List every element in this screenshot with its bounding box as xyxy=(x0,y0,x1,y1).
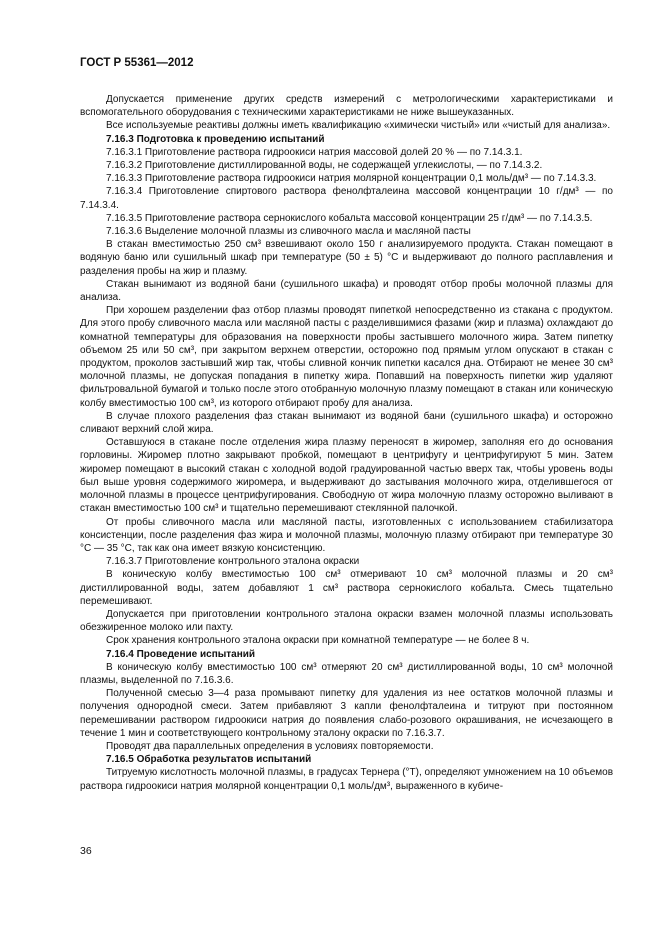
paragraph: 7.16.3.5 Приготовление раствора сернокислого кобальта массовой концентрации 25 г/дм³ — по 7.14.3.5. xyxy=(106,212,593,224)
paragraph: Стакан вынимают из водяной бани (сушильного шкафа) и проводят отбор пробы молочной плазмы для анализа. xyxy=(80,278,613,304)
paragraph: 7.16.3.7 Приготовление контрольного эталона окраски xyxy=(106,556,360,568)
paragraph: От пробы сливочного масла или масляной пасты, изготовленных с использованием стабилизатора консистенции, после разделения фаз жира и молочной плазмы, молочную плазму отбирают при температуре 30 °С — 35 °С, так как она имеет вязкую консистенцию. xyxy=(80,516,613,554)
document-body xyxy=(80,93,613,793)
paragraph: 7.16.3.2 Приготовление дистиллированной воды, не содержащей углекислоты, — по 7.14.3.2. xyxy=(106,160,543,172)
section-heading: 7.16.5 Обработка результатов испытаний xyxy=(106,754,312,766)
paragraph: 7.16.3.3 Приготовление раствора гидроокиси натрия молярной концентрации 0,1 моль/дм³ — по 7.14.3.3. xyxy=(106,173,597,185)
paragraph: Допускается при приготовлении контрольного эталона окраски взамен молочной плазмы использовать обезжиренное молоко или пахту. xyxy=(80,608,613,634)
paragraph: В случае плохого разделения фаз стакан вынимают из водяной бани (сушильного шкафа) и осторожно сливают верхний слой жира. xyxy=(80,410,613,436)
paragraph: В коническую колбу вместимостью 100 см³ отмеривают 10 см³ молочной плазмы и 20 см³ дистиллированной воды, затем добавляют 1 см³ раствора сернокислого кобальта. Смесь тщательно перемешивают. xyxy=(80,569,613,607)
paragraph: Все используемые реактивы должны иметь квалификацию «химически чистый» или «чистый для анализа». xyxy=(106,120,611,132)
paragraph: Оставшуюся в стакане после отделения жира плазму переносят в жиромер, заполняя его до основания горловины. Жиромер плотно закрывают пробкой, помещают в центрифугу и центрифугируют 5 мин. Затем жиромер помещают в высокий стакан с холодной водой градуированной частью вверх так, чтобы уровень воды был выше уровня содержимого жиромера, и выдерживают до застывания молочного жира, отделившегося от молочной плазмы в процессе центрифугирования. Свободную от жира молочную плазму осторожно выливают в стакан вместимостью 100 см³ и тщательно перемешивают стеклянной палочкой. xyxy=(80,437,613,515)
paragraph: 7.16.3.1 Приготовление раствора гидроокиси натрия массовой долей 20 % — по 7.14.3.1. xyxy=(106,146,523,158)
paragraph: В стакан вместимостью 250 см³ взвешивают около 150 г анализируемого продукта. Стакан помещают в водяную баню или сушильный шкаф при температуре (50 ± 5) °С и выдерживают до полного расплавления и разделения пробы на жир и плазму. xyxy=(80,239,613,277)
paragraph: Титруемую кислотность молочной плазмы, в градусах Тернера (°Т), определяют умножением на 10 объемов раствора гидроокиси натрия молярной концентрации 0,1 моль/дм³, выраженного в кубиче- xyxy=(80,767,613,792)
paragraph: Допускается применение других средств измерений с метрологическими характеристиками и вспомогательного оборудования с техническими характеристиками не ниже вышеуказанных. xyxy=(80,94,613,119)
paragraph: 7.16.3.4 Приготовление спиртового раствора фенолфталеина массовой концентрации 10 г/дм³ — по 7.14.3.4. xyxy=(80,186,613,211)
paragraph: Срок хранения контрольного эталона окраски при комнатной температуре — не более 8 ч. xyxy=(106,635,530,647)
paragraph: В коническую колбу вместимостью 100 см³ отмеряют 20 см³ дистиллированной воды, 10 см³ молочной плазмы, выделенной по 7.16.3.6. xyxy=(80,661,613,686)
document-header: ГОСТ Р 55361—2012 xyxy=(80,57,194,69)
paragraph: 7.16.3.6 Выделение молочной плазмы из сливочного масла и масляной пасты xyxy=(106,226,471,238)
section-heading: 7.16.3 Подготовка к проведению испытаний xyxy=(106,133,325,145)
section-heading: 7.16.4 Проведение испытаний xyxy=(106,648,256,660)
paragraph: При хорошем разделении фаз отбор плазмы проводят пипеткой непосредственно из стакана с продуктом. Для этого пробу сливочного масла или масляной пасты с разделившимися фазами (жир и плазма) охлаждают до комнатной температуры для образования на поверхности пробы застывшего молочного жира. Затем пипетку объемом 25 или 50 см³, при закрытом верхнем отверстии, осторожно под прямым углом опускают в стакан с продуктом, проколов застывший жир так, чтобы сливной кончик пипетки касался дна. Отбирают не менее 30 см³ молочной плазмы, не допуская попадания в пипетку жира. Попавший на поверхность пипетки жир удаляют фильтровальной бумагой и только после этого отобранную молочную плазму помещают в стакан или коническую колбу вместимостью 100 см³, из которого отбирают пробу для анализа. xyxy=(80,305,613,409)
paragraph: Проводят два параллельных определения в условиях повторяемости. xyxy=(106,740,434,752)
page-number: 36 xyxy=(80,845,92,857)
paragraph: Полученной смесью 3—4 раза промывают пипетку для удаления из нее остатков молочной плазмы и получения однородной смеси. Затем прибавляют 3 капли фенолфталеина и титруют при постоянном перемешивании раствором гидроокиси натрия до появления слабо-розового окрашивания, не исчезающего в течение 1 мин и соответствующего контрольному эталону окраски по 7.16.3.7. xyxy=(80,688,613,739)
